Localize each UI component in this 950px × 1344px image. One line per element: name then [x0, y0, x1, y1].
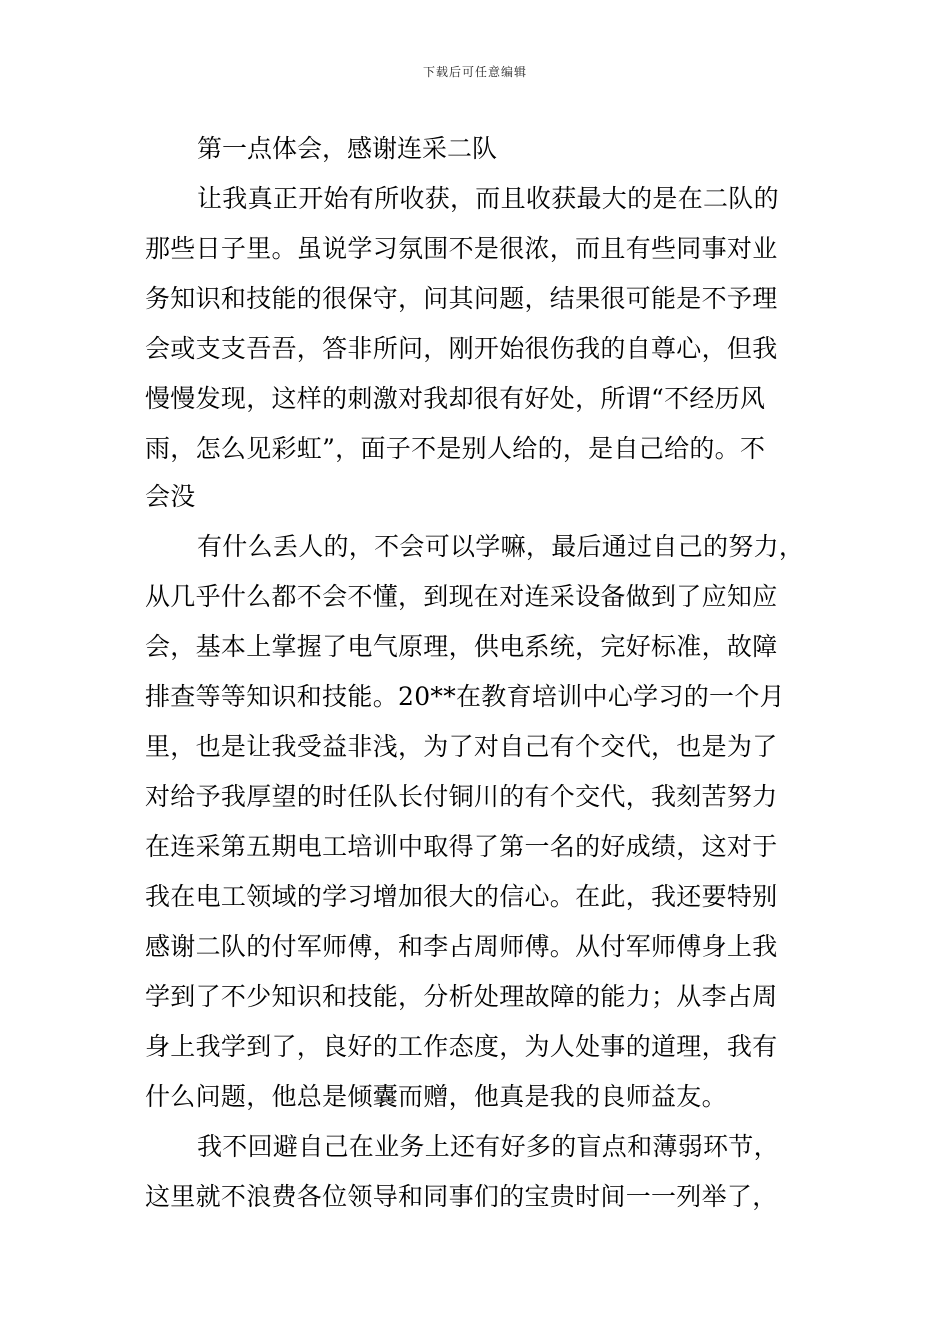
paragraph-line: 在连采第五期电工培训中取得了第一名的好成绩，这对于 — [145, 832, 778, 861]
paragraph-line: 让我真正开始有所收获，而且收获最大的是在二队的 — [197, 184, 779, 213]
paragraph-line: 会或支支吾吾，答非所问，刚开始很伤我的自尊心，但我 — [145, 334, 778, 363]
paragraph-line: 那些日子里。虽说学习氛围不是很浓，而且有些同事对业 — [145, 234, 778, 263]
paragraph-line: 雨，怎么见彩虹”，面子不是别人给的，是自己给的。不 — [145, 434, 766, 463]
paragraph-line: 对给予我厚望的时任队长付铜川的有个交代，我刻苦努力 — [145, 782, 778, 811]
paragraph-line: 慢慢发现，这样的刺激对我却很有好处，所谓“不经历风 — [145, 384, 766, 413]
paragraph-line: 从几乎什么都不会不懂，到现在对连采设备做到了应知应 — [145, 582, 778, 611]
paragraph-line: 里，也是让我受益非浅，为了对自己有个交代，也是为了 — [145, 732, 778, 761]
paragraph-line: 会没 — [145, 482, 196, 511]
paragraph-line: 排查等等知识和技能。20**在教育培训中心学习的一个月 — [145, 682, 785, 711]
paragraph-line: 有什么丢人的，不会可以学嘛，最后通过自己的努力， — [197, 532, 805, 561]
paragraph-line: 这里就不浪费各位领导和同事们的宝贵时间一一列举了， — [145, 1182, 778, 1211]
paragraph-line: 我在电工领域的学习增加很大的信心。在此，我还要特别 — [145, 882, 778, 911]
paragraph-line: 感谢二队的付军师傅，和李占周师傅。从付军师傅身上我 — [145, 932, 778, 961]
paragraph-line: 什么问题，他总是倾囊而赠，他真是我的良师益友。 — [145, 1082, 727, 1111]
header-note: 下载后可任意编辑 — [422, 65, 527, 79]
section-title: 第一点体会，感谢连采二队 — [197, 134, 498, 163]
paragraph-line: 我不回避自己在业务上还有好多的盲点和薄弱环节， — [197, 1132, 779, 1161]
paragraph-line: 会，基本上掌握了电气原理，供电系统，完好标准，故障 — [145, 632, 778, 661]
paragraph-line: 学到了不少知识和技能，分析处理故障的能力；从李占周 — [145, 982, 778, 1011]
paragraph-line: 身上我学到了，良好的工作态度，为人处事的道理，我有 — [145, 1032, 778, 1061]
paragraph-line: 务知识和技能的很保守，问其问题，结果很可能是不予理 — [145, 284, 778, 313]
